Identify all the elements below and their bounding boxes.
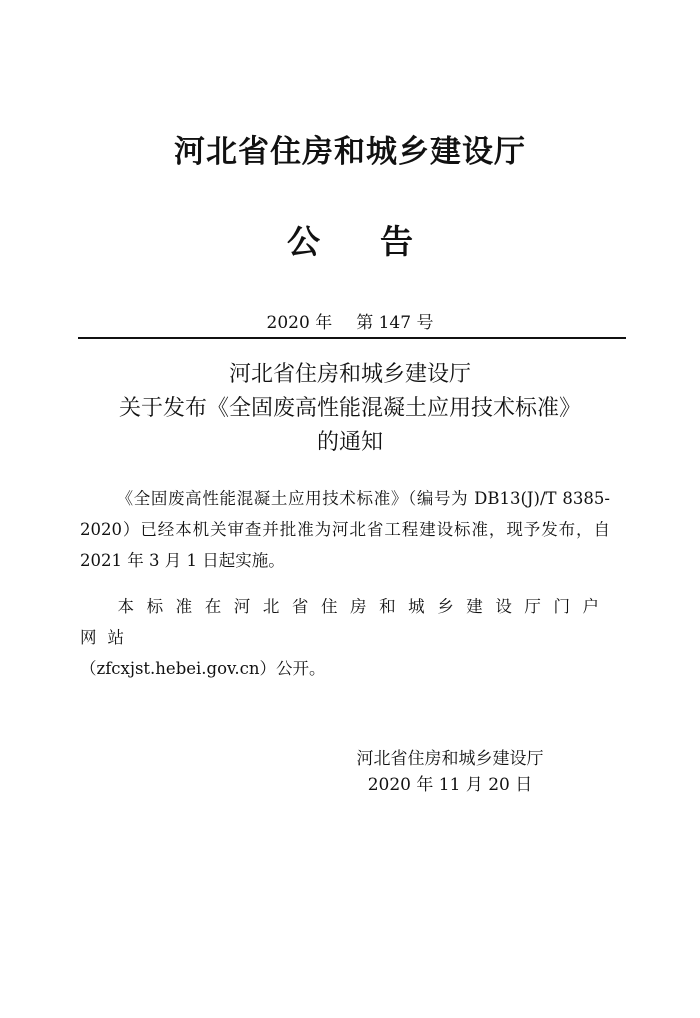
notice-title-line-2: 关于发布《全固废高性能混凝土应用技术标准》 — [118, 396, 581, 421]
document-serial: 第 147 号 — [356, 313, 434, 333]
issuer-heading: 河北省住房和城乡建设厅 — [174, 134, 526, 170]
notice-title-line-3: 的通知 — [316, 430, 383, 455]
body-paragraph-2 — [80, 591, 610, 684]
document-number — [0, 308, 700, 333]
body-paragraph-1 — [80, 483, 610, 576]
header-divider — [78, 337, 626, 339]
signature-block — [300, 746, 600, 798]
signature-date: 2020 年 11 月 20 日 — [367, 775, 533, 795]
body-paragraph-2-line-1: 本标准在河北省住房和城乡建设厅门户网站 — [80, 597, 610, 647]
notice-title-line-1: 河北省住房和城乡建设厅 — [228, 362, 471, 387]
body-paragraph-2-line-2: （zfcxjst.hebei.gov.cn）公开。 — [80, 659, 326, 678]
signature-org: 河北省住房和城乡建设厅 — [356, 749, 544, 769]
body-paragraph-1-text: 《全固废高性能混凝土应用技术标准》（编号为 DB13(J)/T 8385-2020）已经本机关审查并批准为河北省工程建设标准，现予发布，自 2021 年 3 月 1 日起实施。 — [80, 489, 610, 570]
document-year: 2020 年 — [266, 313, 333, 333]
document-type: 公告 — [287, 222, 473, 261]
